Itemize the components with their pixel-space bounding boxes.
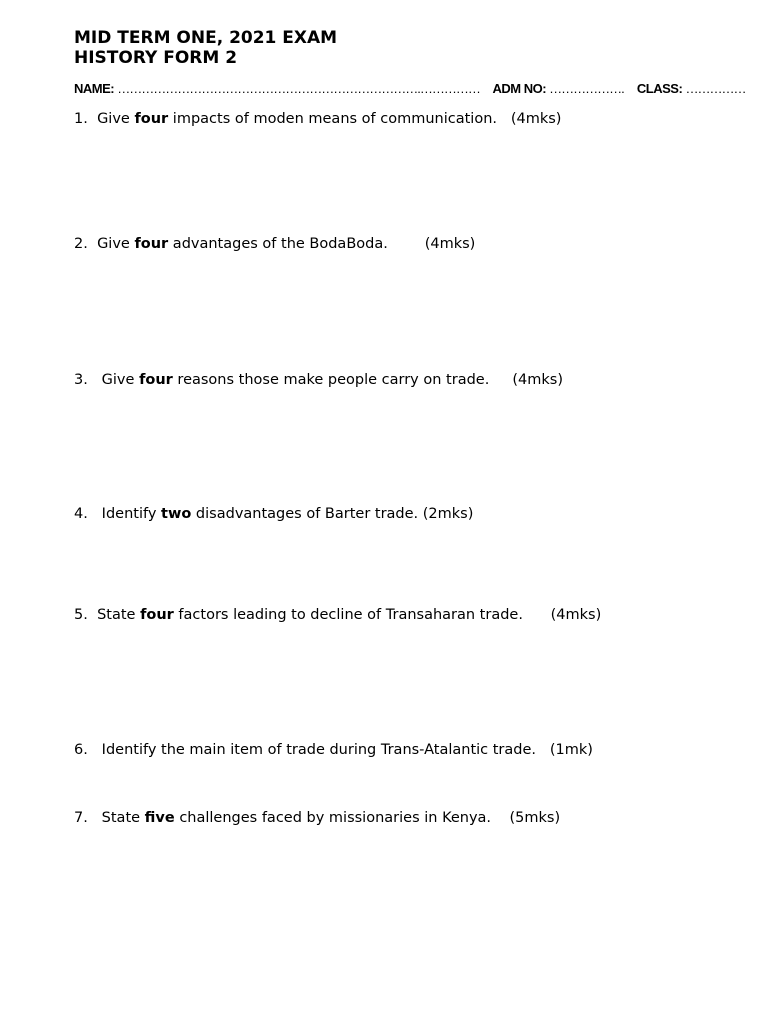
name-blank: ………………………………………………………………….…………… (117, 81, 480, 96)
question-2 (74, 235, 475, 253)
question-marks: (4mks) (512, 372, 563, 388)
student-info-line (74, 81, 744, 96)
question-number: 4. (74, 506, 102, 522)
question-4 (74, 505, 473, 523)
question-text: Give (97, 111, 135, 127)
question-number: 1. (74, 111, 98, 127)
name-field (74, 81, 480, 96)
question-7 (74, 809, 560, 827)
adm-label: ADM NO: (492, 81, 547, 96)
exam-title-line-1: MID TERM ONE, 2021 EXAM (74, 28, 338, 48)
question-text: challenges faced by missionaries in Kenya. (174, 810, 510, 826)
name-label: NAME: (74, 81, 115, 96)
class-blank: …………… (685, 81, 746, 96)
question-emphasis: four (134, 111, 169, 127)
question-marks: (4mks) (510, 111, 562, 127)
question-emphasis: five (144, 810, 175, 826)
question-marks: (2mks) (422, 506, 474, 522)
question-text: Give (97, 236, 135, 252)
question-text: reasons those make people carry on trade. (172, 372, 513, 388)
question-text: State (101, 810, 145, 826)
question-emphasis: four (140, 607, 174, 623)
question-5 (74, 606, 601, 624)
question-marks: (4mks) (424, 236, 476, 252)
question-text: State (97, 607, 141, 623)
question-text: disadvantages of Barter trade. (191, 506, 423, 522)
class-label: CLASS: (636, 81, 683, 96)
question-text: Identify the main item of trade during Trans-Atalantic trade. (101, 742, 550, 758)
question-number: 2. (74, 236, 98, 252)
question-emphasis: two (161, 506, 192, 522)
question-text: Identify (101, 506, 162, 522)
question-number: 5. (74, 607, 98, 623)
class-field (637, 81, 746, 96)
question-marks: (5mks) (509, 810, 561, 826)
question-number: 7. (74, 810, 102, 826)
question-emphasis: four (134, 236, 169, 252)
question-6 (74, 741, 593, 759)
exam-title (74, 28, 337, 68)
exam-title-line-2: HISTORY FORM 2 (74, 48, 238, 68)
question-text: Give (101, 372, 140, 388)
adm-field (493, 81, 624, 96)
question-marks: (4mks) (550, 607, 602, 623)
question-text: advantages of the BodaBoda. (168, 236, 425, 252)
question-marks: (1mk) (549, 742, 593, 758)
question-1 (74, 110, 561, 128)
question-number: 6. (74, 742, 102, 758)
question-number: 3. (74, 372, 102, 388)
adm-blank: ………………. (549, 81, 624, 96)
question-3 (74, 371, 563, 389)
question-text: factors leading to decline of Transaharan trade. (173, 607, 551, 623)
question-emphasis: four (139, 372, 173, 388)
question-text: impacts of moden means of communication. (168, 111, 511, 127)
